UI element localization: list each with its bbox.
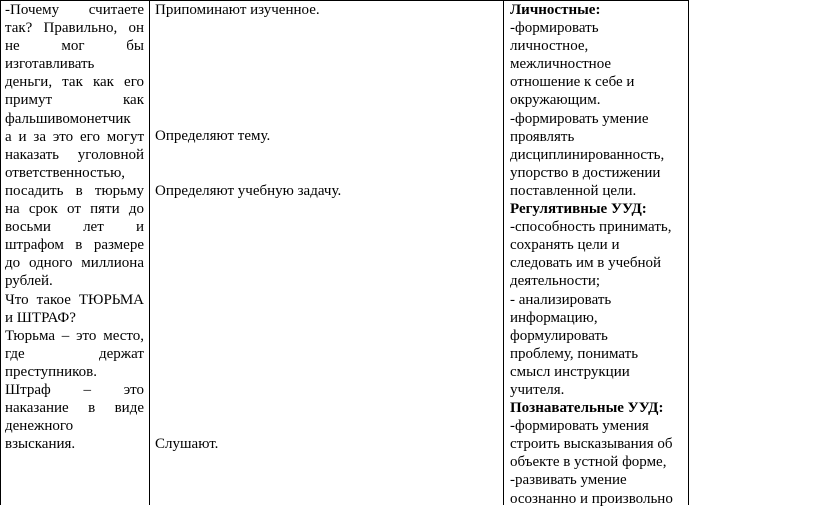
text-line: ответственностью, (5, 164, 126, 181)
text-line: учителя. (510, 381, 565, 398)
text-line: рублей. (5, 273, 53, 290)
text-line: где держат (5, 345, 144, 362)
text-line: -Почему считаете (5, 2, 144, 18)
section-heading: Познавательные УУД: (510, 400, 664, 417)
text-line: преступников. (5, 363, 98, 380)
text-line: смысл инструкции (510, 363, 630, 380)
text-line: -способность принимать, (510, 219, 672, 236)
student-activity-item: Слушают. (155, 436, 219, 452)
text-line: деньги, так как его (5, 74, 144, 91)
text-line: поставленной цели. (510, 182, 637, 199)
text-line: проявлять (510, 128, 575, 145)
text-line: -формировать умение (510, 110, 649, 127)
text-line: формулировать (510, 327, 608, 344)
student-activity-item: Определяют тему. (155, 128, 271, 144)
student-activity-item: Припоминают изученное. (155, 2, 320, 18)
text-line: взыскания. (5, 436, 76, 453)
text-line: проблему, понимать (510, 345, 639, 362)
text-line: наказание в виде (5, 400, 144, 417)
text-line: следовать им в учебной (510, 255, 662, 272)
text-line: строить высказывания об (510, 436, 673, 453)
text-line: - анализировать (510, 291, 612, 308)
text-line: посадить в тюрьму (5, 182, 144, 199)
text-line: информацию, (510, 309, 598, 326)
text-line: на срок от пяти до (5, 201, 144, 218)
section-heading: Регулятивные УУД: (510, 201, 647, 218)
text-line: -формировать умения (510, 418, 649, 435)
text-line: так? Правильно, он (5, 20, 144, 37)
text-line: Что такое ТЮРЬМА (5, 291, 144, 308)
text-line: Тюрьма – это место, (5, 327, 144, 344)
text-line: фальшивомонетчик (5, 110, 131, 127)
table-left-border (0, 0, 1, 505)
text-line: отношение к себе и (510, 74, 635, 91)
text-line: деятельности; (510, 273, 601, 290)
section-heading: Личностные: (510, 2, 601, 18)
text-line: примут как (5, 92, 144, 109)
text-line: Штраф – это (5, 381, 144, 398)
text-line: штрафом в размере (5, 237, 144, 254)
student-activity-item: Определяют учебную задачу. (155, 183, 342, 199)
text-line: до одного миллиона (5, 255, 144, 272)
text-line: межличностное (510, 56, 612, 73)
text-line: осознанно и произвольно (510, 490, 673, 507)
text-line: изготавливать (5, 56, 95, 73)
text-line: и ШТРАФ? (5, 309, 76, 326)
text-line: окружающим. (510, 92, 601, 109)
text-line: наказать уголовной (5, 146, 144, 163)
text-line: объекте в устной форме, (510, 454, 667, 471)
text-line: восьми лет и (5, 219, 144, 236)
column-divider-1 (149, 0, 150, 505)
table-right-border (688, 0, 689, 505)
column-divider-2 (503, 0, 504, 505)
text-line: а и за это его могут (5, 128, 144, 145)
outcomes-column (510, 1, 688, 508)
text-line: не мог бы (5, 38, 144, 55)
text-line: личностное, (510, 38, 589, 55)
teacher-activity-column (5, 1, 144, 453)
text-line: денежного (5, 418, 74, 435)
text-line: сохранять цели и (510, 237, 620, 254)
text-line: упорство в достижении (510, 164, 661, 181)
text-line: дисциплинированность, (510, 146, 665, 163)
text-line: -формировать (510, 20, 599, 37)
text-line: -развивать умение (510, 472, 627, 489)
